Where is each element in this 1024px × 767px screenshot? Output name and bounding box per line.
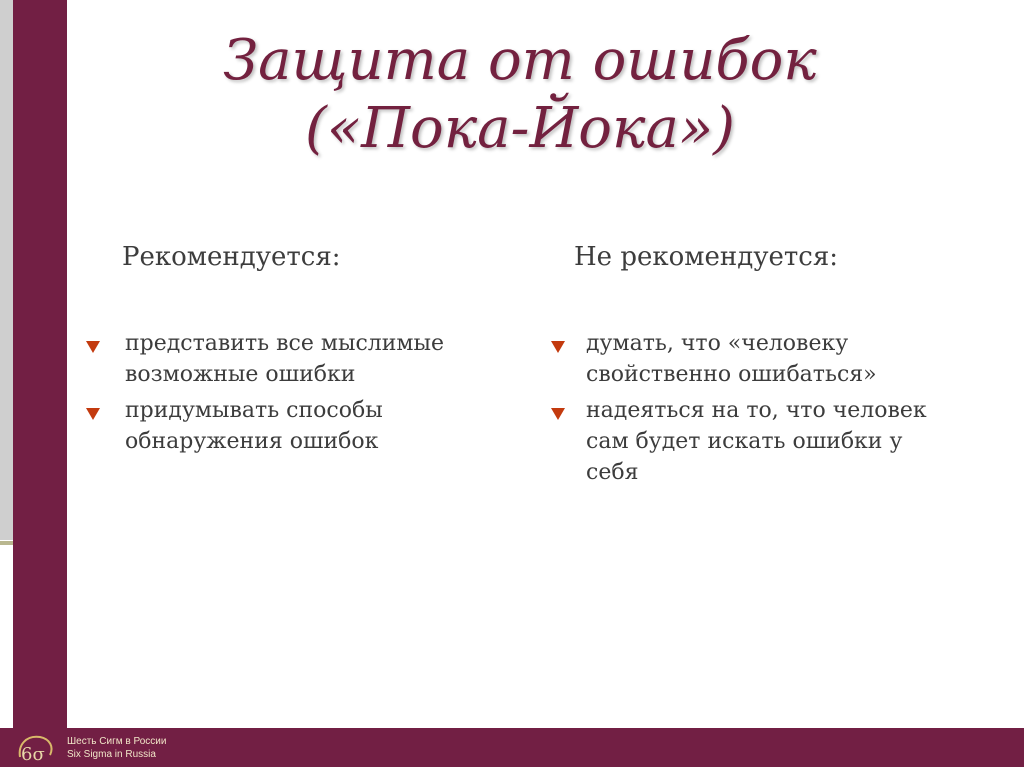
bullet-arrow-icon	[86, 341, 100, 353]
list-item	[586, 328, 877, 390]
footer-org-en: Six Sigma in Russia	[67, 749, 156, 760]
list-item-line: обнаружения ошибок	[125, 429, 379, 454]
footer-org-names	[67, 735, 166, 761]
list-item-line: себя	[586, 460, 639, 485]
list-item-line: свойственно ошибаться»	[586, 362, 877, 387]
list-item-line: придумывать способы	[125, 398, 383, 423]
footer-org-ru: Шесть Сигм в России	[67, 736, 167, 747]
list-item-line: думать, что «человеку	[586, 331, 849, 356]
list-item	[586, 395, 927, 488]
bullet-arrow-icon	[551, 341, 565, 353]
slide-title-line1: Защита от ошибок	[223, 28, 817, 93]
list-item-line: представить все мыслимые	[125, 331, 445, 356]
list-item	[125, 328, 444, 390]
slide-title-line2: («Пока-Йока»)	[305, 96, 735, 161]
logo-mark: 6σ	[21, 744, 45, 765]
list-item-line: сам будет искать ошибки у	[586, 429, 903, 454]
left-gray-band	[0, 0, 13, 540]
six-sigma-logo-icon	[16, 733, 56, 765]
bullet-arrow-icon	[86, 408, 100, 420]
not-recommended-heading: Не рекомендуется:	[574, 242, 838, 272]
left-brand-bar	[13, 0, 67, 767]
recommended-heading: Рекомендуется:	[122, 242, 341, 272]
list-item-line: надеяться на то, что человек	[586, 398, 927, 423]
list-item-line: возможные ошибки	[125, 362, 356, 387]
bullet-arrow-icon	[551, 408, 565, 420]
list-item	[125, 395, 383, 457]
